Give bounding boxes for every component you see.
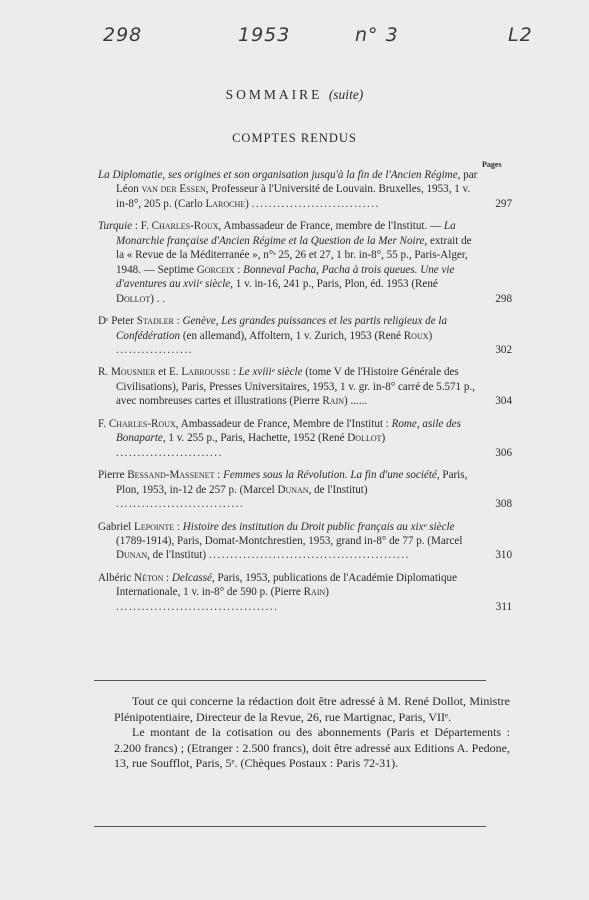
- review-entry: [98, 168, 512, 211]
- annotation-number: 298: [103, 24, 143, 46]
- entry-text: Gabriel: [98, 520, 135, 533]
- entry-text: Pierre: [98, 469, 128, 482]
- entry-text: Rain: [303, 586, 326, 599]
- dot-leader: ..............................: [116, 498, 245, 511]
- entry-text: Labrousse: [181, 366, 230, 379]
- review-list: [98, 168, 512, 622]
- entry-text: par Léon: [116, 169, 478, 196]
- entry-text: et E.: [155, 366, 182, 379]
- entry-text: Albéric: [98, 571, 135, 584]
- notice-paragraph: Tout ce qui concerne la rédaction doit être adressé à M. René Dollot, Ministre Plénipotentiaire, Directeur de la Revue, 26, rue Martignac, Paris, VIIᵉ.: [114, 694, 510, 724]
- entry-text: , Ambassadeur de France, Membre de l'Institut :: [175, 417, 392, 430]
- entry-text: 1 v. in-16, 241 p., Paris, Plon, éd. 1953 (René: [233, 278, 438, 291]
- entry-text: Rome, asile des Bonaparte,: [116, 417, 461, 445]
- page-number: 311: [495, 600, 512, 613]
- entry-text: :: [214, 469, 224, 482]
- entry-text: :: [234, 263, 244, 276]
- entry-text: La Diplomatie, ses origines et son organisation jusqu'à la fin de l'Ancien Régime,: [98, 169, 461, 181]
- entry-text: Turquie: [98, 220, 133, 233]
- entry-text: Charles-Roux: [151, 220, 219, 233]
- entry-text: Stadler: [136, 315, 174, 328]
- entry-text: (en allemand), Affoltern, 1 v. Zurich, 1953 (René: [180, 329, 404, 342]
- entry-text: ) ......: [344, 395, 368, 408]
- entry-text: :: [229, 366, 239, 379]
- page-title: [0, 87, 589, 103]
- entry-text: Rain: [322, 395, 345, 408]
- editorial-notice: [114, 694, 510, 772]
- entry-text: R.: [98, 366, 111, 379]
- annotation-issue: n° 3: [355, 24, 399, 46]
- entry-text: ): [325, 586, 329, 599]
- entry-text: La Monarchie française d'Ancien Régime et la Question de la Mer Noire,: [116, 220, 456, 247]
- entry-text: Dunan: [277, 483, 309, 496]
- dot-leader: ..................: [116, 343, 193, 356]
- page-number: 306: [495, 446, 512, 459]
- entry-text: , Ambassadeur de France, membre de l'Institut. —: [218, 220, 444, 233]
- entry-text: Genève, Les grandes puissances et les partis religieux de la Confédération: [116, 315, 448, 342]
- entry-text: Femmes sous la Révolution. La fin d'une société,: [223, 469, 440, 482]
- entry-text: F.: [98, 417, 109, 430]
- entry-text: Paris, Plon, 1953, in-12 de 257 p. (Marcel: [116, 469, 468, 496]
- entry-text: Charles-Roux: [108, 417, 176, 430]
- pages-column-label: Pages: [482, 160, 502, 169]
- entry-text: Bessand-Massenet: [127, 469, 215, 482]
- entry-text: (tome V de l'Histoire Générale des Civilisations), Paris, Presses Universitaires, 1953, 1 v. gr. in-8° carré de 5.571 p., avec nombreuses cartes et illustrations (Pierre: [116, 366, 475, 408]
- review-entry: [98, 365, 512, 408]
- divider-bottom: [94, 826, 486, 827]
- dot-leader: ...............................................: [208, 549, 410, 562]
- entry-text: , de l'Institut): [308, 483, 368, 496]
- dot-leader: .........................: [116, 446, 223, 459]
- dot-leader: ..............................: [251, 197, 380, 210]
- entry-text: , de l'Institut): [147, 549, 209, 562]
- title-suffix: (suite): [328, 87, 364, 102]
- page-number: 308: [495, 498, 512, 511]
- entry-text: ): [381, 432, 386, 445]
- entry-text: :: [163, 571, 172, 584]
- entry-text: Histoire des institution du Droit public français au xixᵉ siècle: [182, 520, 455, 533]
- dot-leader: ......................................: [116, 600, 279, 613]
- page-number: 297: [495, 197, 512, 210]
- entry-text: Dollot: [347, 432, 382, 445]
- entry-text: Roux: [403, 329, 429, 342]
- title-text: SOMMAIRE: [225, 87, 323, 102]
- page-number: 298: [495, 292, 512, 305]
- entry-text: , Professeur à l'Université de Louvain. Bruxelles, 1953, 1 v. in-8°, 205 p. (Carlo: [116, 183, 471, 210]
- section-heading: COMPTES RENDUS: [232, 131, 357, 145]
- entry-text: Dʳ Peter: [98, 315, 137, 328]
- entry-text: extrait de la « Revue de la Méditerranée », n°ˢ 25, 26 et 27, 1 br. in-8°, 55 p., Paris-Alger, 1948. — Septime: [116, 234, 472, 276]
- entry-text: Gorceix: [196, 263, 235, 276]
- entry-text: Laroche: [205, 197, 246, 210]
- entry-text: Dunan: [116, 549, 148, 562]
- page-number: 310: [495, 549, 512, 562]
- entry-text: Mousnier: [110, 366, 156, 379]
- review-entry: [98, 571, 512, 614]
- annotation-year: 1953: [238, 24, 291, 46]
- entry-text: :: [173, 315, 183, 328]
- entry-text: Le xviiiᵉ siècle: [238, 366, 303, 379]
- entry-text: ): [245, 197, 252, 210]
- entry-text: (1789-1914), Paris, Domat-Montchrestien, 1953, grand in-8° de 77 p. (Marcel: [116, 534, 463, 547]
- entry-text: Lepointe: [134, 520, 175, 533]
- review-entry: [98, 219, 512, 306]
- entry-text: Bonneval Pacha, Pacha à trois queues. Une vie d'aventures au xviiᵉ siècle,: [116, 263, 455, 291]
- entry-text: Néton: [134, 571, 164, 584]
- annotation-code: L2: [508, 24, 533, 46]
- review-entry: [98, 314, 512, 357]
- divider-top: [94, 680, 486, 681]
- entry-text: Delcassé,: [171, 571, 215, 584]
- entry-text: ) . .: [150, 292, 166, 305]
- review-entry: [98, 468, 512, 511]
- review-entry: [98, 417, 512, 460]
- entry-text: ): [428, 329, 433, 342]
- page-number: 304: [495, 395, 512, 408]
- notice-paragraph: Le montant de la cotisation ou des abonnements (Paris et Départements : 2.200 francs) ; (Etranger : 2.500 francs), doit être adressé aux Editions A. Pedone, 13, rue Soufflot, Paris, 5ᵉ. (Chèques Postaux : Paris 72-31).: [114, 725, 510, 771]
- review-entry: [98, 520, 512, 563]
- entry-text: 1 v. 255 p., Paris, Hachette, 1952 (René: [165, 432, 348, 445]
- page-number: 302: [495, 343, 512, 356]
- entry-text: : F.: [132, 220, 152, 233]
- entry-text: van der Essen: [141, 183, 206, 196]
- entry-text: :: [174, 520, 183, 533]
- entry-text: Paris, 1953, publications de l'Académie Diplomatique Internationale, 1 v. in-8° de 590 p. (Pierre: [116, 571, 458, 599]
- entry-text: Dollot: [116, 292, 151, 305]
